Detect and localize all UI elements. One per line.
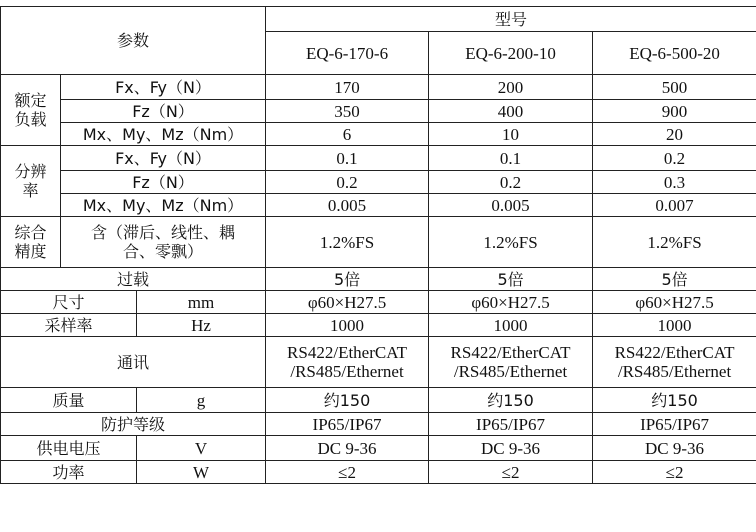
value-cell: 20 — [593, 123, 756, 146]
table-row — [1, 436, 756, 461]
value-cell: IP65/IP67 — [593, 413, 756, 436]
value-cell: RS422/EtherCAT /RS485/Ethernet — [266, 337, 429, 388]
table-row — [1, 388, 756, 413]
value-cell: DC 9-36 — [593, 436, 756, 461]
model-cell: EQ-6-200-10 — [429, 32, 593, 75]
row-label: 质量 — [1, 388, 137, 413]
value-cell: DC 9-36 — [266, 436, 429, 461]
table-row — [1, 337, 756, 388]
value-cell: 0.005 — [429, 194, 593, 217]
value-cell: RS422/EtherCAT /RS485/Ethernet — [429, 337, 593, 388]
model-cell: EQ-6-170-6 — [266, 32, 429, 75]
model-cell: EQ-6-500-20 — [593, 32, 756, 75]
resolution-group: 分辨 率 — [1, 146, 61, 217]
unit-cell: g — [137, 388, 266, 413]
param-header: 参数 — [1, 7, 266, 75]
value-cell: φ60×H27.5 — [266, 291, 429, 314]
header-row — [1, 7, 756, 32]
row-label: Fz（N） — [61, 100, 266, 123]
value-cell: 约150 — [266, 388, 429, 413]
value-cell: 0.005 — [266, 194, 429, 217]
model-header: 型号 — [266, 7, 756, 32]
value-cell: 0.007 — [593, 194, 756, 217]
value-cell: 1000 — [593, 314, 756, 337]
value-cell: 6 — [266, 123, 429, 146]
value-cell: 5倍 — [266, 268, 429, 291]
value-cell: 约150 — [429, 388, 593, 413]
value-cell: 10 — [429, 123, 593, 146]
value-cell: 1000 — [429, 314, 593, 337]
value-cell: φ60×H27.5 — [429, 291, 593, 314]
row-label: 防护等级 — [1, 413, 266, 436]
table-row — [1, 100, 756, 123]
value-cell: 1000 — [266, 314, 429, 337]
value-cell: ≤2 — [593, 461, 756, 484]
row-label: 含（滞后、线性、耦 合、零飘） — [61, 217, 266, 268]
row-label: Fx、Fy（N） — [61, 75, 266, 100]
value-cell: 5倍 — [593, 268, 756, 291]
row-label: 功率 — [1, 461, 137, 484]
unit-cell: Hz — [137, 314, 266, 337]
spec-table — [0, 6, 756, 484]
value-cell: 350 — [266, 100, 429, 123]
value-cell: 0.1 — [266, 146, 429, 171]
row-label: 通讯 — [1, 337, 266, 388]
value-cell: 170 — [266, 75, 429, 100]
value-cell: 0.1 — [429, 146, 593, 171]
value-cell: ≤2 — [266, 461, 429, 484]
table-row — [1, 75, 756, 100]
table-row — [1, 217, 756, 268]
rated-load-group: 额定 负载 — [1, 75, 61, 146]
value-cell: 0.2 — [266, 171, 429, 194]
value-cell: DC 9-36 — [429, 436, 593, 461]
value-cell: 500 — [593, 75, 756, 100]
row-label: Mx、My、Mz（Nm） — [61, 194, 266, 217]
row-label: Fx、Fy（N） — [61, 146, 266, 171]
table-row — [1, 413, 756, 436]
value-cell: 0.3 — [593, 171, 756, 194]
row-label: 尺寸 — [1, 291, 137, 314]
value-cell: 900 — [593, 100, 756, 123]
table-row — [1, 314, 756, 337]
row-label: Mx、My、Mz（Nm） — [61, 123, 266, 146]
value-cell: 1.2%FS — [266, 217, 429, 268]
row-label: 采样率 — [1, 314, 137, 337]
table-row — [1, 291, 756, 314]
value-cell: RS422/EtherCAT /RS485/Ethernet — [593, 337, 756, 388]
table-row — [1, 194, 756, 217]
value-cell: 0.2 — [593, 146, 756, 171]
unit-cell: mm — [137, 291, 266, 314]
value-cell: 约150 — [593, 388, 756, 413]
value-cell: 5倍 — [429, 268, 593, 291]
row-label: 供电电压 — [1, 436, 137, 461]
value-cell: ≤2 — [429, 461, 593, 484]
value-cell: φ60×H27.5 — [593, 291, 756, 314]
value-cell: 1.2%FS — [429, 217, 593, 268]
row-label: 过载 — [1, 268, 266, 291]
value-cell: IP65/IP67 — [429, 413, 593, 436]
unit-cell: V — [137, 436, 266, 461]
value-cell: 400 — [429, 100, 593, 123]
accuracy-group: 综合 精度 — [1, 217, 61, 268]
row-label: Fz（N） — [61, 171, 266, 194]
table-row — [1, 268, 756, 291]
value-cell: 1.2%FS — [593, 217, 756, 268]
table-row — [1, 461, 756, 484]
table-row — [1, 123, 756, 146]
table-row — [1, 171, 756, 194]
table-row — [1, 146, 756, 171]
value-cell: 200 — [429, 75, 593, 100]
unit-cell: W — [137, 461, 266, 484]
value-cell: IP65/IP67 — [266, 413, 429, 436]
value-cell: 0.2 — [429, 171, 593, 194]
